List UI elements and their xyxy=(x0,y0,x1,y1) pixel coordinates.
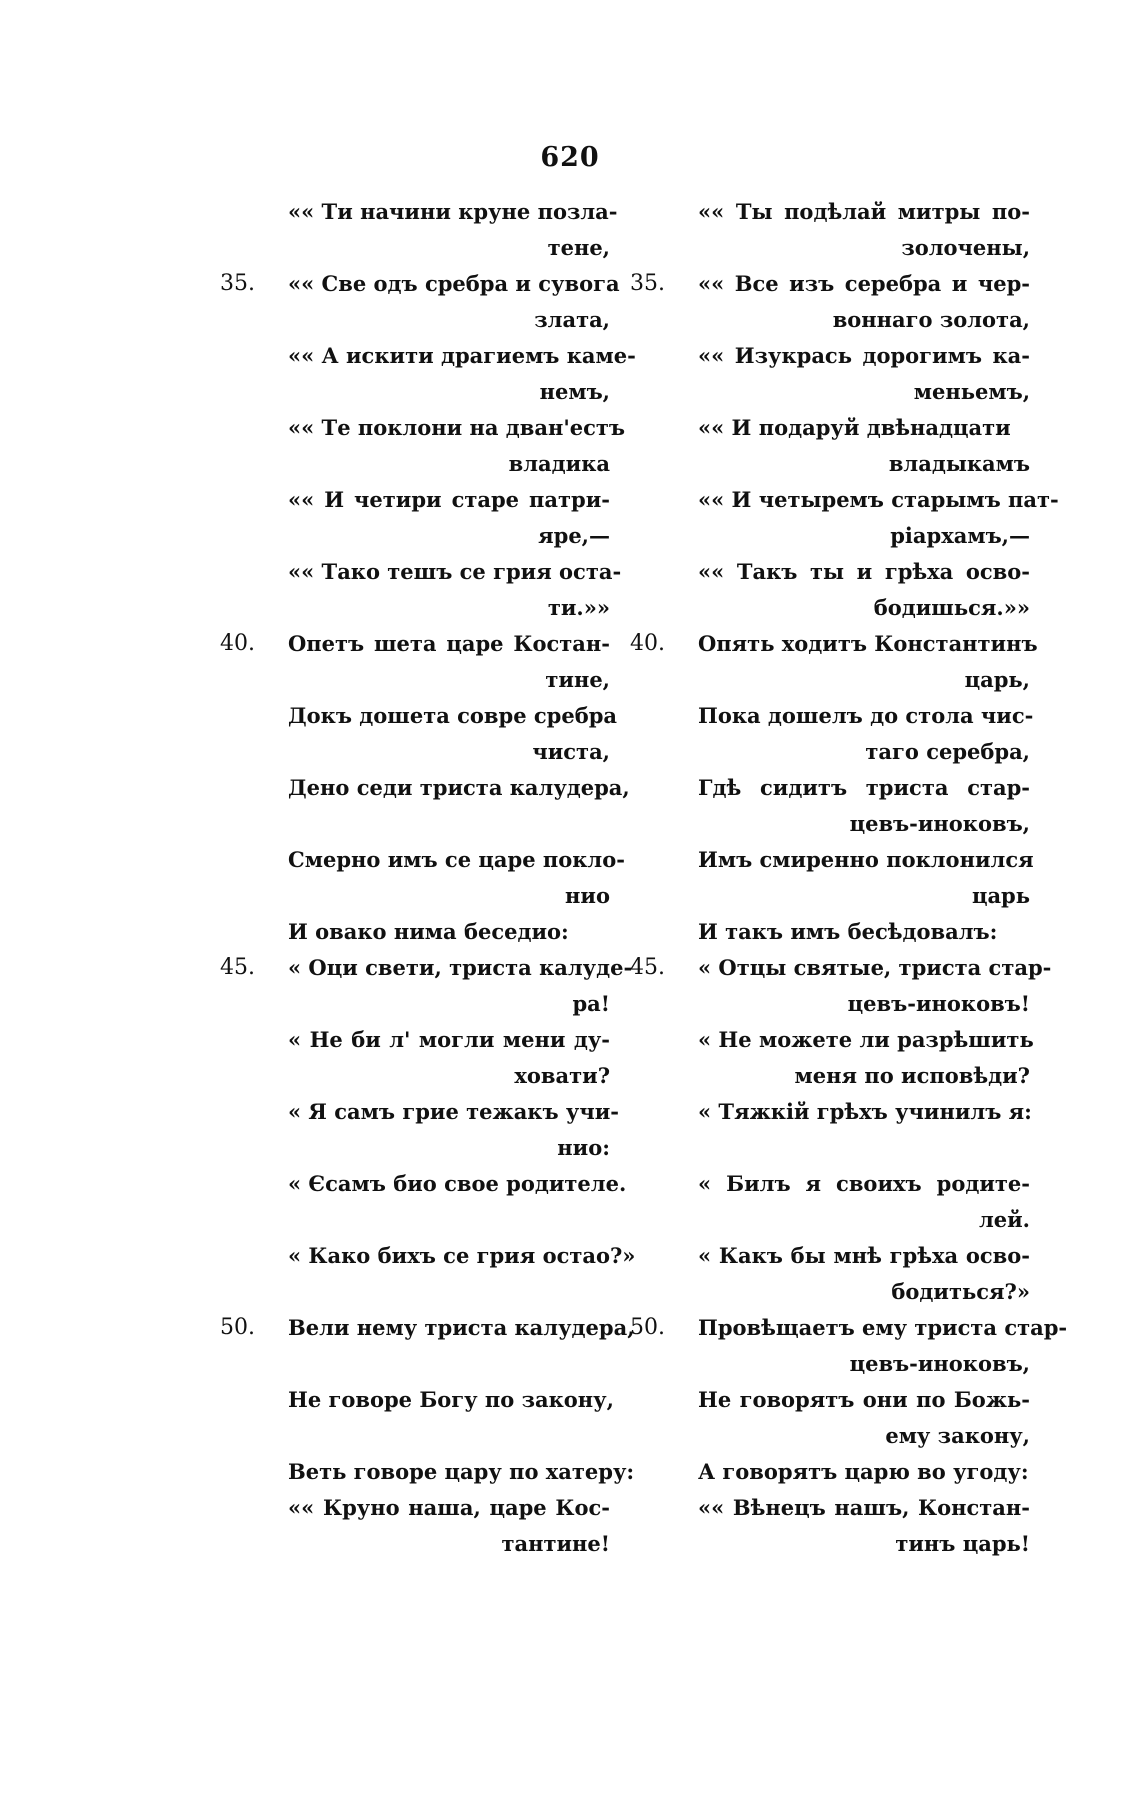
verse-line xyxy=(630,1094,1030,1130)
verse-line xyxy=(220,734,610,770)
verse-line xyxy=(630,410,1030,446)
verse-line xyxy=(220,446,610,482)
verse-line xyxy=(630,626,1038,662)
verse-number: 45. xyxy=(220,955,255,980)
russian-translation-column xyxy=(630,194,1068,1562)
verse-text: Гдѣ сидитъ триста стар- xyxy=(698,775,1030,800)
verse-line xyxy=(220,1202,610,1238)
verse-line xyxy=(630,986,1030,1022)
verse-number: 50. xyxy=(630,1315,665,1340)
verse-line xyxy=(630,914,1030,950)
verse-text: тинъ царь! xyxy=(895,1531,1030,1556)
verse-text: Пока дошелъ до стола чис- xyxy=(698,703,1034,728)
verse-text: «« Вѣнецъ нашъ, Констан- xyxy=(698,1495,1030,1520)
verse-text: воннаго золота, xyxy=(832,307,1030,332)
verse-text: «« Круно наша, царе Кос- xyxy=(288,1495,610,1520)
verse-text: «« И подаруй двѣнадцати xyxy=(698,415,1011,440)
verse-line xyxy=(220,1022,610,1058)
verse-line xyxy=(630,734,1030,770)
verse-line xyxy=(630,950,1052,986)
verse-text: « Не би л' могли мени ду- xyxy=(288,1027,610,1052)
verse-line xyxy=(220,1130,610,1166)
verse-text: ему закону, xyxy=(885,1423,1030,1448)
verse-line xyxy=(220,1166,627,1202)
verse-line xyxy=(630,446,1030,482)
verse-text: Провѣщаетъ ему триста стар- xyxy=(698,1315,1068,1340)
verse-line xyxy=(630,770,1030,806)
verse-line xyxy=(220,842,625,878)
verse-text: чиста, xyxy=(532,739,610,764)
verse-line xyxy=(630,1166,1030,1202)
verse-text: «« И четири старе патри- xyxy=(288,487,610,512)
verse-text: « Я самъ грие тежакъ учи- xyxy=(288,1099,619,1124)
serbian-text-column xyxy=(220,194,636,1562)
verse-line xyxy=(630,1130,1030,1166)
verse-line xyxy=(220,1238,636,1274)
verse-line xyxy=(220,662,610,698)
verse-line xyxy=(630,518,1030,554)
verse-text: « Оци свети, триста калуде- xyxy=(288,955,633,980)
verse-text: «« Изукрась дорогимъ ка- xyxy=(698,343,1030,368)
verse-text: бодишься.»» xyxy=(873,595,1030,620)
verse-text: владика xyxy=(508,451,610,476)
verse-text: И овако нима беседио: xyxy=(288,919,569,944)
verse-line xyxy=(630,1454,1030,1490)
verse-text: Опять ходитъ Константинъ xyxy=(698,631,1038,656)
verse-line xyxy=(220,1094,619,1130)
verse-text: цевъ-иноковъ, xyxy=(849,811,1030,836)
verse-line xyxy=(220,950,633,986)
verse-line xyxy=(220,626,610,662)
verse-line xyxy=(220,410,626,446)
verse-text: « Како бихъ се грия остао?» xyxy=(288,1243,636,1268)
verse-text: И такъ имъ бесѣдовалъ: xyxy=(698,919,998,944)
verse-text: владыкамъ xyxy=(888,451,1030,476)
verse-text: таго серебра, xyxy=(865,739,1030,764)
verse-line xyxy=(220,518,610,554)
verse-text: Имъ смиренно поклонился xyxy=(698,847,1034,872)
verse-line xyxy=(630,1490,1030,1526)
verse-line xyxy=(220,554,622,590)
verse-line xyxy=(220,1382,614,1418)
verse-text: Не говоре Богу по закону, xyxy=(288,1387,614,1412)
verse-line xyxy=(220,338,636,374)
verse-line xyxy=(630,482,1059,518)
verse-line xyxy=(630,1346,1030,1382)
verse-text: « Билъ я своихъ родите- xyxy=(698,1171,1030,1196)
verse-text: « Тяжкій грѣхъ учинилъ я: xyxy=(698,1099,1032,1124)
verse-line xyxy=(220,878,610,914)
verse-line xyxy=(220,986,610,1022)
verse-text: ти.»» xyxy=(547,595,610,620)
verse-text: Вели нему триста калудера, xyxy=(288,1315,635,1340)
verse-text: немъ, xyxy=(539,379,610,404)
verse-line xyxy=(630,1058,1030,1094)
page-number: 620 xyxy=(540,142,600,173)
verse-text: злата, xyxy=(534,307,610,332)
verse-line xyxy=(630,230,1030,266)
verse-line xyxy=(220,1310,635,1346)
verse-line xyxy=(630,662,1030,698)
verse-text: А говорятъ царю во угоду: xyxy=(698,1459,1029,1484)
verse-text: золочены, xyxy=(901,235,1030,260)
verse-line xyxy=(630,1238,1030,1274)
verse-text: «« Такъ ты и грѣха осво- xyxy=(698,559,1030,584)
verse-line xyxy=(220,194,618,230)
verse-text: « Какъ бы мнѣ грѣха осво- xyxy=(698,1243,1030,1268)
verse-text: Докъ дошета совре сребра xyxy=(288,703,617,728)
verse-text: тантине! xyxy=(501,1531,610,1556)
verse-text: «« Ти начини круне позла- xyxy=(288,199,618,224)
verse-line xyxy=(630,302,1030,338)
verse-text: нио: xyxy=(557,1135,610,1160)
verse-text: «« И четыремъ старымъ пат- xyxy=(698,487,1059,512)
verse-number: 35. xyxy=(630,271,665,296)
verse-text: ріархамъ,— xyxy=(890,523,1030,548)
verse-line xyxy=(220,1526,610,1562)
verse-line xyxy=(630,1310,1068,1346)
verse-text: тене, xyxy=(547,235,610,260)
verse-number: 45. xyxy=(630,955,665,980)
verse-line xyxy=(630,842,1034,878)
verse-text: Смерно имъ се царе покло- xyxy=(288,847,625,872)
verse-text: « Отцы святые, триста стар- xyxy=(698,955,1052,980)
verse-line xyxy=(220,1418,610,1454)
verse-text: яре,— xyxy=(538,523,610,548)
verse-line xyxy=(630,266,1030,302)
verse-line xyxy=(630,698,1034,734)
verse-text: лей. xyxy=(978,1207,1030,1232)
verse-text: царь xyxy=(971,883,1030,908)
verse-text: цевъ-иноковъ, xyxy=(849,1351,1030,1376)
verse-text: Дено седи триста калудера, xyxy=(288,775,630,800)
verse-text: «« Тако тешъ се грия оста- xyxy=(288,559,622,584)
verse-line xyxy=(630,1418,1030,1454)
verse-text: «« Све одъ сребра и сувога xyxy=(288,271,620,296)
verse-text: меня по исповѣди? xyxy=(794,1063,1030,1088)
verse-line xyxy=(220,806,610,842)
verse-line xyxy=(220,1490,610,1526)
verse-text: Не говорятъ они по Божь- xyxy=(698,1387,1030,1412)
verse-line xyxy=(220,698,617,734)
verse-text: «« А искити драгиемъ каме- xyxy=(288,343,636,368)
verse-line xyxy=(220,230,610,266)
verse-text: ховати? xyxy=(514,1063,610,1088)
verse-text: « Не можете ли разрѣшить xyxy=(698,1027,1034,1052)
verse-line xyxy=(630,1382,1030,1418)
verse-line xyxy=(220,374,610,410)
verse-line xyxy=(630,1274,1030,1310)
verse-line xyxy=(220,770,630,806)
verse-text: нио xyxy=(565,883,610,908)
verse-line xyxy=(630,1526,1030,1562)
verse-text: «« Ты подѣлай митры по- xyxy=(698,199,1030,224)
verse-number: 35. xyxy=(220,271,255,296)
verse-line xyxy=(630,1202,1030,1238)
verse-text: « Єсамъ био свое родителе. xyxy=(288,1171,627,1196)
verse-line xyxy=(630,554,1030,590)
verse-line xyxy=(630,878,1030,914)
verse-text: тине, xyxy=(545,667,610,692)
verse-line xyxy=(220,302,610,338)
verse-line xyxy=(220,590,610,626)
verse-number: 50. xyxy=(220,1315,255,1340)
verse-line xyxy=(220,1058,610,1094)
verse-text: бодиться?» xyxy=(891,1279,1030,1304)
verse-text: Опетъ шета царе Костан- xyxy=(288,631,610,656)
verse-line xyxy=(630,374,1030,410)
verse-line xyxy=(220,482,610,518)
verse-text: «« Все изъ серебра и чер- xyxy=(698,271,1030,296)
verse-line xyxy=(220,914,610,950)
verse-text: царь, xyxy=(964,667,1030,692)
verse-number: 40. xyxy=(220,631,255,656)
verse-text: «« Те поклони на дван'естъ xyxy=(288,415,626,440)
verse-line xyxy=(630,338,1030,374)
verse-line xyxy=(630,1022,1034,1058)
verse-line xyxy=(630,590,1030,626)
verse-line xyxy=(220,1346,610,1382)
verse-line xyxy=(220,1274,610,1310)
verse-text: Веть говоре цару по хатеру: xyxy=(288,1459,635,1484)
verse-text: ра! xyxy=(572,991,610,1016)
verse-text: меньемъ, xyxy=(913,379,1030,404)
verse-line xyxy=(630,194,1030,230)
verse-line xyxy=(630,806,1030,842)
verse-text: цевъ-иноковъ! xyxy=(847,991,1030,1016)
verse-line xyxy=(220,1454,635,1490)
verse-number: 40. xyxy=(630,631,665,656)
verse-line xyxy=(220,266,620,302)
